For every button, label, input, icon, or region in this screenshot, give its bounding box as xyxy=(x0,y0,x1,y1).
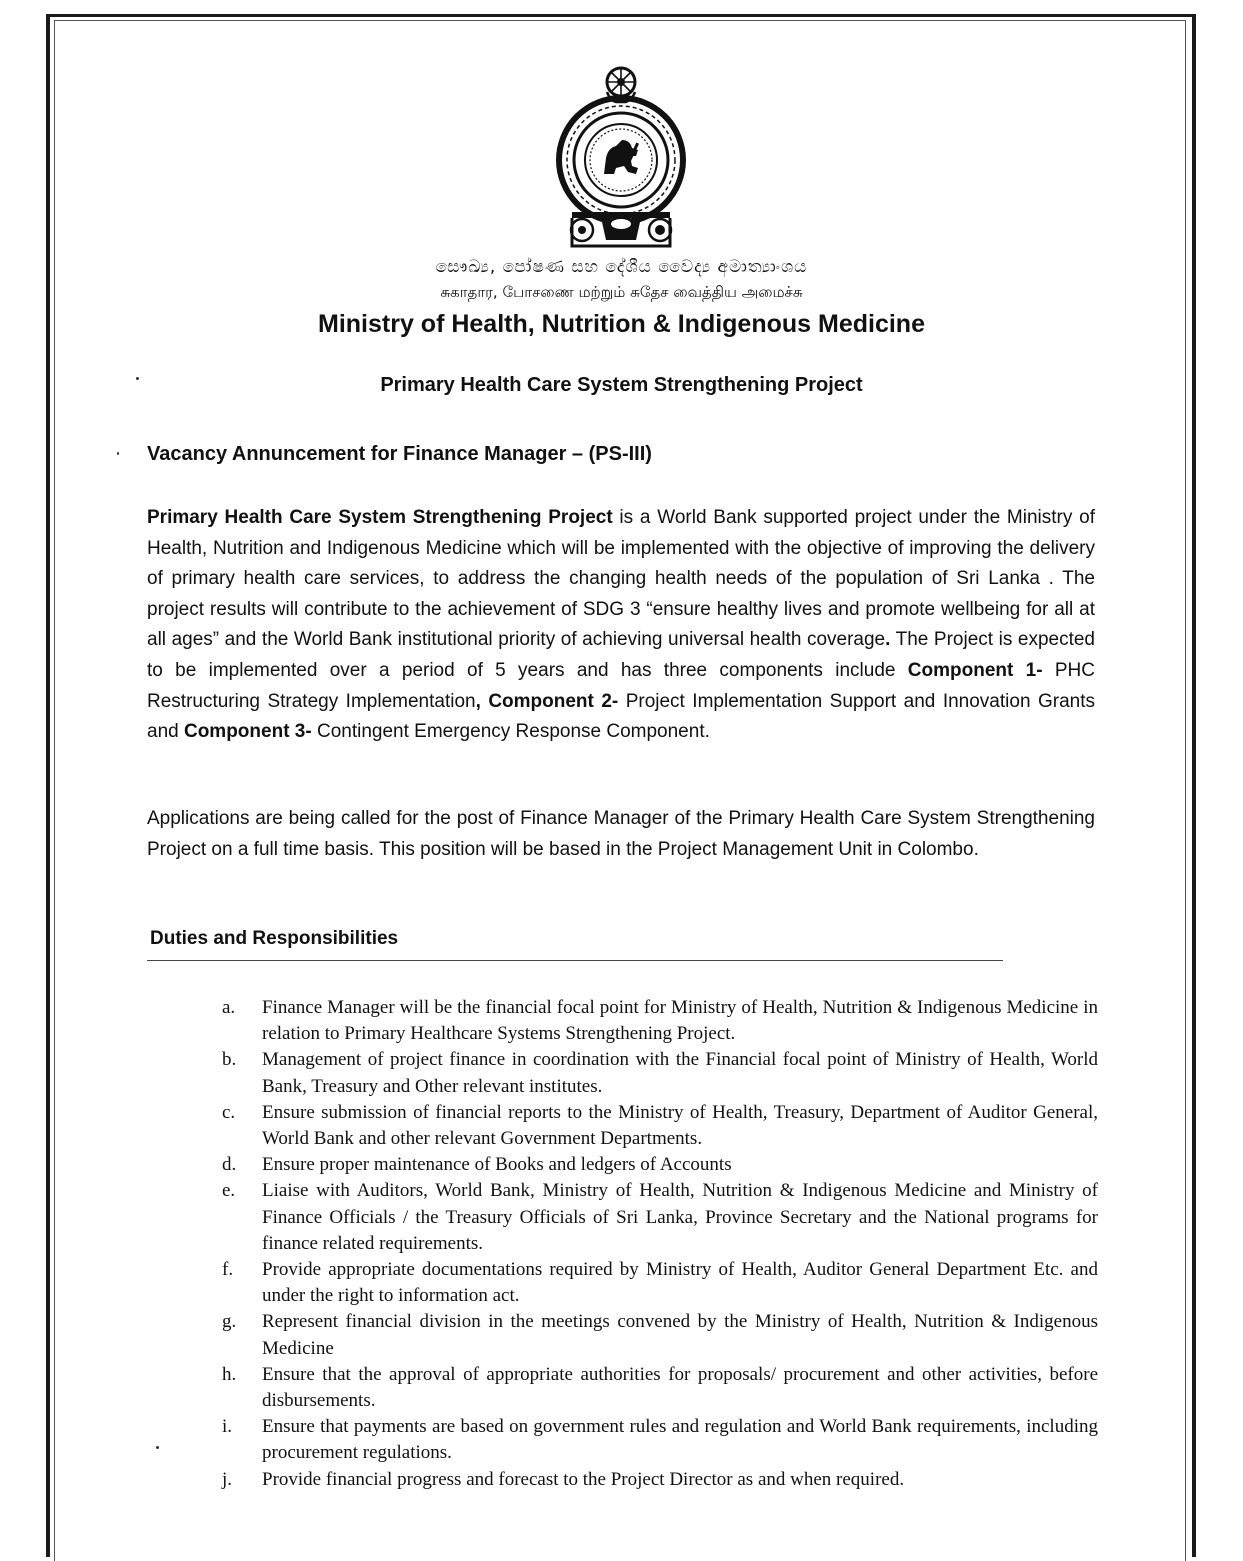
list-item xyxy=(222,1178,1098,1257)
duty-text: Represent financial division in the meetings convened by the Ministry of Health, Nutrition & Indigenous Medicine xyxy=(262,1311,1098,1359)
intro-project-name: Primary Health Care System Strengthening Project xyxy=(147,507,613,528)
component-2-label: Component 2- xyxy=(480,690,619,712)
moon-icon xyxy=(571,219,593,241)
component-3-label: Component 3- xyxy=(183,721,312,743)
list-item xyxy=(222,1414,1098,1466)
duty-letter: b. xyxy=(222,1049,237,1071)
applications-paragraph: Applications are being called for the post of Finance Manager of the Primary Health Care System Strengthening Project on a full time basis. This position will be based in the Project Management Unit in Colombo. xyxy=(147,808,1095,860)
duty-letter: e. xyxy=(222,1180,236,1202)
ministry-name-english: Ministry of Health, Nutrition & Indigenous Medicine xyxy=(318,310,925,338)
list-item xyxy=(222,1100,1098,1152)
scan-speck xyxy=(156,1446,159,1449)
list-item xyxy=(222,1467,1098,1493)
duty-letter: c. xyxy=(222,1101,236,1123)
vacancy-title: Vacancy Annuncement for Finance Manager – (PS-III) xyxy=(147,443,652,465)
ministry-name-sinhala: සෞඛ්‍ය, පෝෂණ සහ දේශීය වෛද්‍ය අමාත්‍යාංශය xyxy=(435,257,808,277)
list-item xyxy=(222,1257,1098,1309)
duty-text: Finance Manager will be the financial focal point for Ministry of Health, Nutrition & Indigenous Medicine in relation to Primary Healthcare Systems Strengthening Project. xyxy=(262,997,1098,1045)
duty-text: Provide appropriate documentations required by Ministry of Health, Auditor General Department Etc. and under the right to information act. xyxy=(262,1259,1098,1307)
duty-letter: j. xyxy=(222,1468,233,1490)
project-title: Primary Health Care System Strengthening Project xyxy=(380,374,863,396)
duty-letter: f. xyxy=(222,1259,234,1281)
duty-letter: g. xyxy=(222,1311,237,1333)
list-item xyxy=(222,995,1098,1047)
duty-text: Ensure that payments are based on government rules and regulation and World Bank requirements, including procurement regulations. xyxy=(262,1416,1098,1464)
intro-text-2: The Project is expected to be implemented over a period of 5 years and has three components include xyxy=(147,629,1095,681)
duty-text: Management of project finance in coordination with the Financial focal point of Ministry of Health, World Bank, Treasury and Other relevant institutes. xyxy=(262,1049,1098,1097)
intro-period: . xyxy=(885,629,891,651)
lion-icon xyxy=(604,140,639,174)
duty-text: Ensure proper maintenance of Books and ledgers of Accounts xyxy=(262,1154,732,1176)
duties-heading-rule xyxy=(147,960,1003,961)
intro-paragraph xyxy=(147,503,1095,748)
sri-lanka-national-emblem-icon xyxy=(552,62,690,248)
duty-text: Provide financial progress and forecast to the Project Director as and when required. xyxy=(262,1468,905,1490)
duty-letter: i. xyxy=(222,1416,233,1438)
component-1-label: Component 1- xyxy=(907,659,1043,681)
component-1-text: PHC Restructuring Strategy Implementation xyxy=(147,659,1095,712)
duties-list xyxy=(222,995,1098,1493)
pot-of-plenty-icon xyxy=(602,217,640,240)
duties-heading: Duties and Responsibilities xyxy=(150,928,399,949)
intro-comma: , xyxy=(475,690,481,712)
list-item xyxy=(222,1309,1098,1361)
list-item xyxy=(222,1047,1098,1099)
sun-icon xyxy=(649,219,671,241)
ministry-name-tamil: சுகாதார, போசணை மற்றும் சுதேச வைத்திய அமைச்சு xyxy=(440,283,803,301)
scan-speck xyxy=(117,452,119,455)
duty-letter: d. xyxy=(222,1154,237,1176)
dharma-wheel-icon xyxy=(607,68,635,96)
duty-text: Ensure submission of financial reports to the Ministry of Health, Treasury, Department of Auditor General, World Bank and other relevant Government Departments. xyxy=(262,1101,1098,1150)
duty-letter: a. xyxy=(222,997,236,1018)
list-item xyxy=(222,1362,1098,1414)
duty-text: Ensure that the approval of appropriate authorities for proposals/ procurement and other activities, before disbursements. xyxy=(262,1363,1098,1412)
duty-text: Liaise with Auditors, World Bank, Ministry of Health, Nutrition & Indigenous Medicine and Ministry of Finance Officials / the Treasury Officials of Sri Lanka, Province Secretary and the National programs for finance related requirements. xyxy=(262,1180,1098,1254)
list-item xyxy=(222,1152,1098,1178)
duty-letter: h. xyxy=(222,1363,237,1385)
component-2-text: Project Implementation Support and Innovation Grants and xyxy=(147,690,1095,743)
component-3-text: Contingent Emergency Response Component. xyxy=(311,721,710,743)
intro-text-1: is a World Bank supported project under the Ministry of Health, Nutrition and Indigenous Medicine which will be implemented with the objective of improving the delivery of primary health care services, to address the changing health needs of the population of Sri Lanka . The project results will contribute to the achievement of SDG 3 “ensure healthy lives and promote wellbeing for all at all ages” and the World Bank institutional priority of achieving universal health coverage xyxy=(147,507,1095,651)
